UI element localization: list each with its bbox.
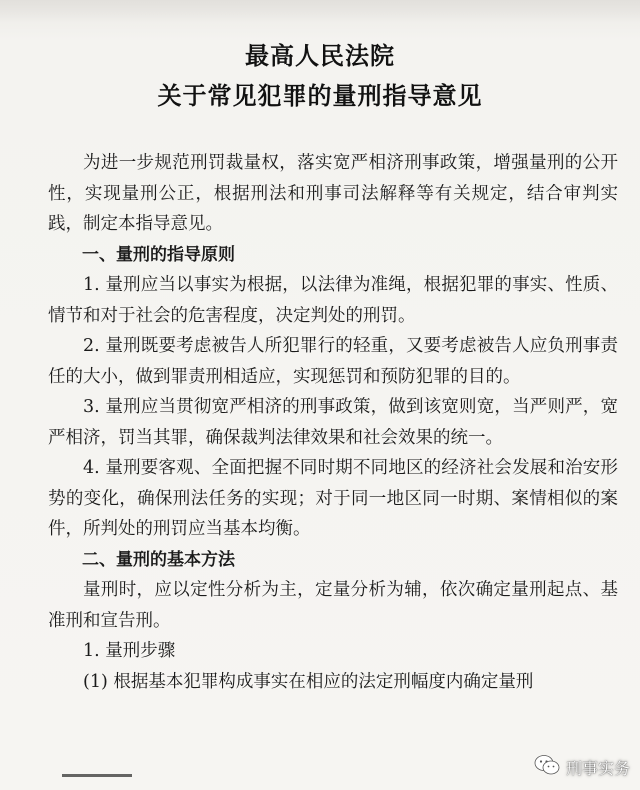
scan-shadow	[0, 0, 640, 22]
wechat-icon	[534, 754, 560, 780]
principle-3-paragraph: 3. 量刑应当贯彻宽严相济的刑事政策，做到该宽则宽，当严则严，宽严相济，罚当其罪，确保裁判法律效果和社会效果的统一。	[48, 397, 618, 448]
page-number-mark	[62, 774, 132, 777]
account-watermark	[534, 754, 630, 780]
title-line-2: 关于常见犯罪的量刑指导意见	[157, 82, 483, 110]
section-heading-1: 一、量刑的指导原则	[82, 244, 235, 265]
steps-subheading: 1. 量刑步骤	[83, 641, 176, 661]
principle-1-paragraph: 1. 量刑应当以事实为根据，以法律为准绳，根据犯罪的事实、性质、情节和对于社会的危害程度，决定判处的刑罚。	[48, 275, 618, 326]
principle-2-paragraph: 2. 量刑既要考虑被告人所犯罪行的轻重，又要考虑被告人应负刑事责任的大小，做到罪责刑相适应，实现惩罚和预防犯罪的目的。	[48, 336, 618, 387]
intro-paragraph: 为进一步规范刑罚裁量权，落实宽严相济刑事政策，增强量刑的公开性，实现量刑公正，根据刑法和刑事司法解释等有关规定，结合审判实践，制定本指导意见。	[48, 153, 618, 234]
document-title	[0, 36, 640, 116]
principle-4-paragraph: 4. 量刑要客观、全面把握不同时期不同地区的经济社会发展和治安形势的变化，确保刑法任务的实现；对于同一地区同一时期、案情相似的案件，所判处的刑罚应当基本均衡。	[48, 458, 618, 539]
title-line-1: 最高人民法院	[245, 42, 395, 70]
section-heading-2: 二、量刑的基本方法	[82, 549, 235, 570]
watermark-label: 刑事实务	[565, 758, 630, 778]
step-1-paragraph: (1) 根据基本犯罪构成事实在相应的法定刑幅度内确定量刑	[83, 671, 534, 692]
document-body	[48, 148, 618, 697]
method-paragraph: 量刑时，应以定性分析为主，定量分析为辅，依次确定量刑起点、基准刑和宣告刑。	[48, 580, 618, 631]
